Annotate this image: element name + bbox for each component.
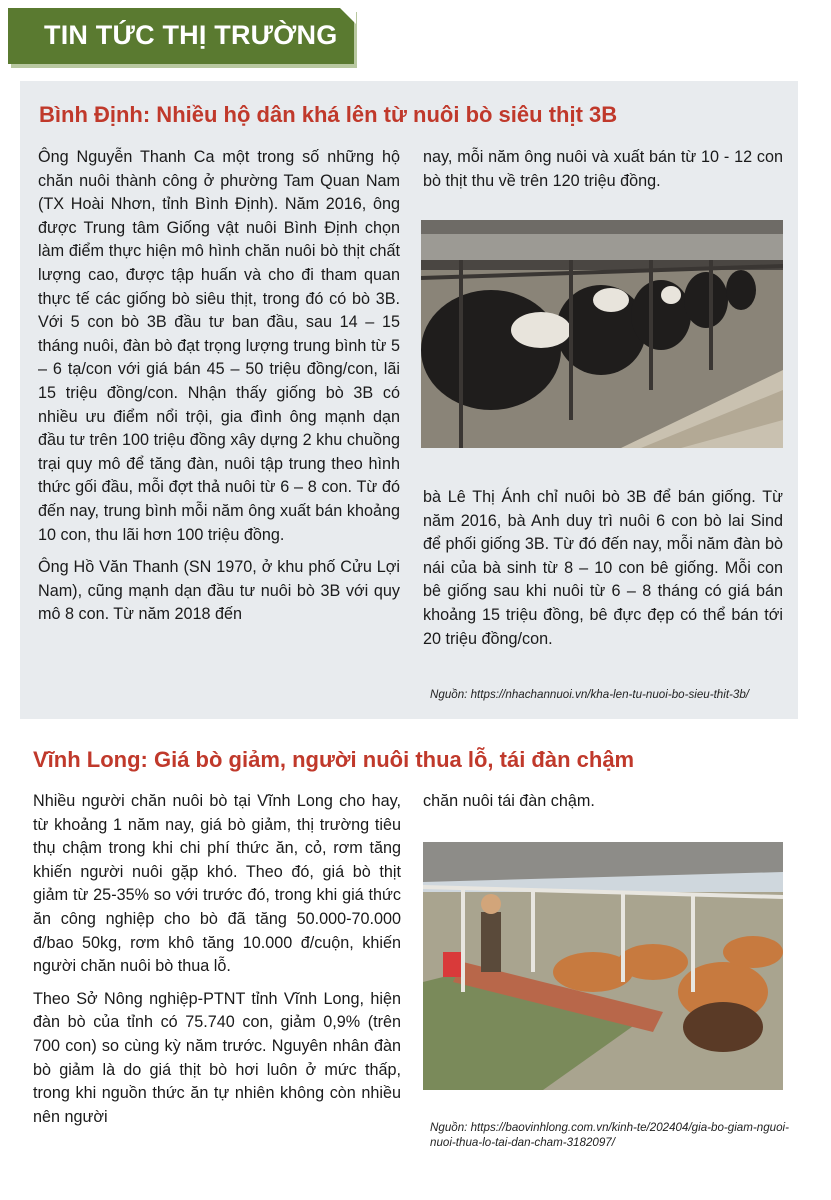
article1-paragraph-1: Ông Nguyễn Thanh Ca một trong số những hộ chăn nuôi thành công ở phường Tam Quan Nam (TX Hoài Nhơn, tỉnh Bình Định). Năm 2016, ông được Trung tâm Giống vật nuôi Bình Định chọn làm điểm thực hiện mô hình chăn nuôi bò thịt chất lượng cao, được tập huấn và cho đi tham quan thực tế các giống bò siêu thịt, trong đó có bò 3B. Với 5 con bò 3B đầu tư ban đầu, sau 14 – 15 tháng nuôi, đàn bò đạt trọng lượng trung bình từ 5 – 6 tạ/con với giá bán 45 – 50 triệu đồng/con, lãi 15 triệu đồng/con. Nhận thấy giống bò 3B có nhiều ưu điểm nổi trội, gia đình ông mạnh dạn đầu tư trên 100 triệu đồng xây dựng 2 khu chuồng trại quy mô để tăng đàn, nuôi tập trung theo hình thức gối đầu, mỗi đợt thả nuôi từ 6 – 8 con. Từ đó đến nay, trung bình mỗi năm ông xuất bán khoảng 10 con, thu lãi hơn 100 triệu đồng. <box>38 148 400 544</box>
article2-left-column <box>33 790 401 1138</box>
article2-right-top-text: chăn nuôi tái đàn chậm. <box>423 792 595 810</box>
article2-paragraph-2: Theo Sở Nông nghiệp-PTNT tỉnh Vĩnh Long, hiện đàn bò của tỉnh có 75.740 con, giảm 0,9% (trên 700 con) so cùng kỳ năm trước. Nguyên nhân đàn bò giảm là do giá thịt bò hơi luôn ở mức thấp, trong khi nguồn thức ăn tự nhiên không còn nhiều nên người <box>33 989 401 1126</box>
article2-paragraph-1: Nhiều người chăn nuôi bò tại Vĩnh Long cho hay, từ khoảng 1 năm nay, giá bò giảm, thị trường tiêu thụ chậm trong khi chi phí thức ăn, cỏ, rơm tăng khiến người nuôi gặp khó. Theo đó, giá bò thịt giảm từ 25-35% so với trước đó, trong khi giá thức ăn công nghiệp cho bò đã tăng 50.000-70.000 đ/bao 50kg, rơm khô tăng 10.000 đ/cuộn, khiến người chăn nuôi bò thua lỗ. <box>33 792 401 976</box>
article2-source: Nguồn: https://baovinhlong.com.vn/kinh-te/202404/gia-bo-giam-nguoi-nuoi-thua-lo-tai-dan-cham-3182097/ <box>430 1121 789 1149</box>
article1-right-top-text: nay, mỗi năm ông nuôi và xuất bán từ 10 - 12 con bò thịt thu về trên 120 triệu đồng. <box>423 148 783 190</box>
article1-title: Bình Định: Nhiều hộ dân khá lên từ nuôi bò siêu thịt 3B <box>39 102 618 127</box>
article1-right-bottom-text: bà Lê Thị Ánh chỉ nuôi bò 3B để bán giống. Từ năm 2016, bà Anh duy trì nuôi 6 con bò lai Sind để phối giống 3B. Từ đó đến nay, mỗi năm đàn bò nái của bà sinh từ 8 – 10 con bê giống. Mỗi con bê giống sau khi nuôi từ 6 – 8 tháng có giá bán khoảng 15 triệu đồng, bê đực đẹp có thể bán tới 20 triệu đồng/con. <box>423 488 783 648</box>
article1-source: Nguồn: https://nhachannuoi.vn/kha-len-tu-nuoi-bo-sieu-thit-3b/ <box>430 688 750 701</box>
article2-title: Vĩnh Long: Giá bò giảm, người nuôi thua lỗ, tái đàn chậm <box>33 747 635 772</box>
article1-paragraph-2: Ông Hồ Văn Thanh (SN 1970, ở khu phố Cửu Lợi Nam), cũng mạnh dạn đầu tư nuôi bò 3B với quy mô 8 con. Từ năm 2018 đến <box>38 558 400 624</box>
cattle-barn-photo <box>421 220 783 448</box>
cow-feeding-photo <box>423 842 783 1090</box>
banner-label: TIN TỨC THỊ TRƯỜNG <box>44 20 338 50</box>
section-banner <box>8 8 354 64</box>
article1-left-column <box>38 146 400 636</box>
